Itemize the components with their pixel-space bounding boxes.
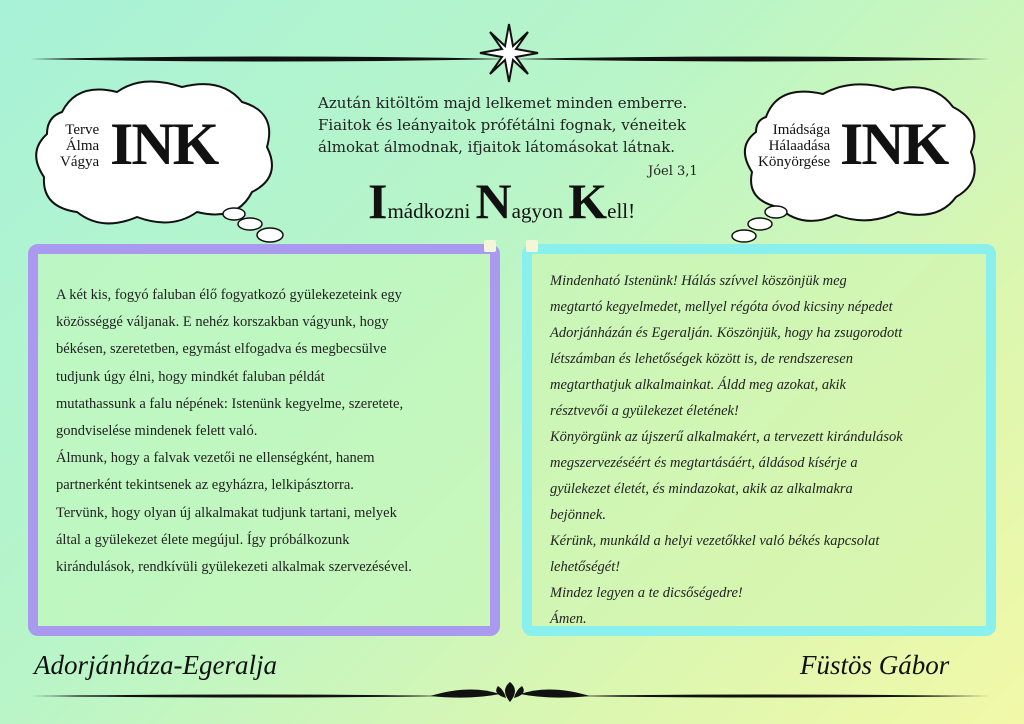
prayer-line: Ámen. — [550, 611, 587, 627]
quote-line: álmokat álmodnak, ifjaitok látomásokat látnak. — [318, 138, 676, 156]
vision-line: mutathassunk a falu népének: Istenünk kegyelme, szeretete, — [56, 395, 404, 412]
cloud-left-word: Terve — [65, 122, 100, 138]
cloud-right-words — [758, 122, 830, 170]
vision-line: gondviselése mindenek felett való. — [56, 423, 258, 440]
prayer-line: megtarthatjuk alkalmainkat. Áldd meg azokat, akik — [550, 377, 846, 393]
prayer-line: résztvevői a gyülekezet életének! — [550, 403, 739, 419]
vision-line: partnerként tekintsenek az egyházra, lelkipásztorra. — [56, 477, 354, 494]
vision-line: Álmunk, hogy a falvak vezetői ne ellenségként, hanem — [56, 450, 375, 467]
quote-line: Fiaitok és leányaitok prófétálni fognak, véneitek — [318, 116, 686, 134]
box-corner-notch — [484, 240, 496, 252]
cloud-left-word: Vágya — [60, 154, 100, 170]
prayer-line: megszervezéséért és megtartásáért, áldásod kísérje a — [550, 455, 858, 471]
motto-word: mádkozni — [387, 199, 476, 223]
footer-location: Adorjánháza-Egeralja — [34, 650, 277, 680]
thought-cloud-right — [728, 72, 998, 272]
bible-quote — [318, 92, 708, 158]
vision-line: tudjunk úgy élni, hogy mindkét faluban példát — [56, 368, 325, 385]
motto-initial: N — [475, 173, 512, 229]
prayer-line: bejönnek. — [550, 507, 606, 523]
cloud-left-words — [60, 122, 99, 170]
footer-author: Füstös Gábor — [800, 650, 950, 680]
cloud-left-ink: INK — [110, 111, 218, 177]
prayer-line: Adorjánházán és Egeralján. Köszönjük, hogy ha zsugorodott — [550, 325, 903, 341]
cloud-left-word: Álma — [65, 138, 100, 154]
cloud-right-word: Könyörgése — [758, 154, 831, 170]
cloud-right-word: Hálaadása — [768, 138, 831, 154]
motto-initial: I — [368, 173, 388, 229]
vision-line: közösséggé váljanak. E nehéz korszakban vágyunk, hogy — [56, 314, 389, 331]
prayer-line: gyülekezet életét, és mindazokat, akik az alkalmakra — [550, 481, 853, 497]
cloud-right-word: Imádsága — [772, 122, 831, 138]
vision-line: kirándulások, rendkívüli gyülekezeti alkalmak szervezésével. — [56, 559, 412, 576]
prayer-line: Kérünk, munkáld a helyi vezetőkkel való békés kapcsolat — [550, 533, 880, 549]
quote-line: Azután kitöltöm majd lelkemet minden emberre. — [318, 94, 688, 112]
thought-cloud-left — [22, 72, 292, 272]
star-ornament-icon — [478, 22, 540, 84]
prayer-line: megtartó kegyelmedet, mellyel régóta óvod kicsiny népedet — [550, 299, 893, 315]
prayer-line: Mindenható Istenünk! Hálás szívvel köszönjük meg — [550, 273, 847, 289]
motto-word: ell! — [607, 199, 636, 223]
motto-initial: K — [568, 173, 608, 229]
box-corner-notch — [526, 240, 538, 252]
prayer-line: Mindez legyen a te dicsőségedre! — [550, 585, 743, 601]
prayer-line: létszámban és lehetőségek között is, de rendszeresen — [550, 351, 853, 367]
vision-line: Tervünk, hogy olyan új alkalmakat tudjunk tartani, melyek — [56, 504, 397, 521]
prayer-text — [550, 268, 980, 632]
motto-word: agyon — [511, 199, 569, 223]
vision-text — [56, 282, 486, 581]
vision-line: békésen, szeretetben, egymást elfogadva és megbecsülve — [56, 341, 387, 358]
vision-line: által a gyülekezet élete megújul. Így próbálkozunk — [56, 531, 350, 548]
motto-title — [368, 172, 635, 230]
cloud-right-ink: INK — [840, 111, 948, 177]
vision-line: A két kis, fogyó faluban élő fogyatkozó gyülekezeteink egy — [56, 287, 402, 303]
bottom-ornament — [30, 680, 990, 704]
prayer-line: Könyörgünk az újszerű alkalmakért, a tervezett kirándulások — [550, 429, 903, 445]
quote-reference: Jóel 3,1 — [648, 164, 698, 179]
prayer-line: lehetőségét! — [550, 559, 621, 575]
